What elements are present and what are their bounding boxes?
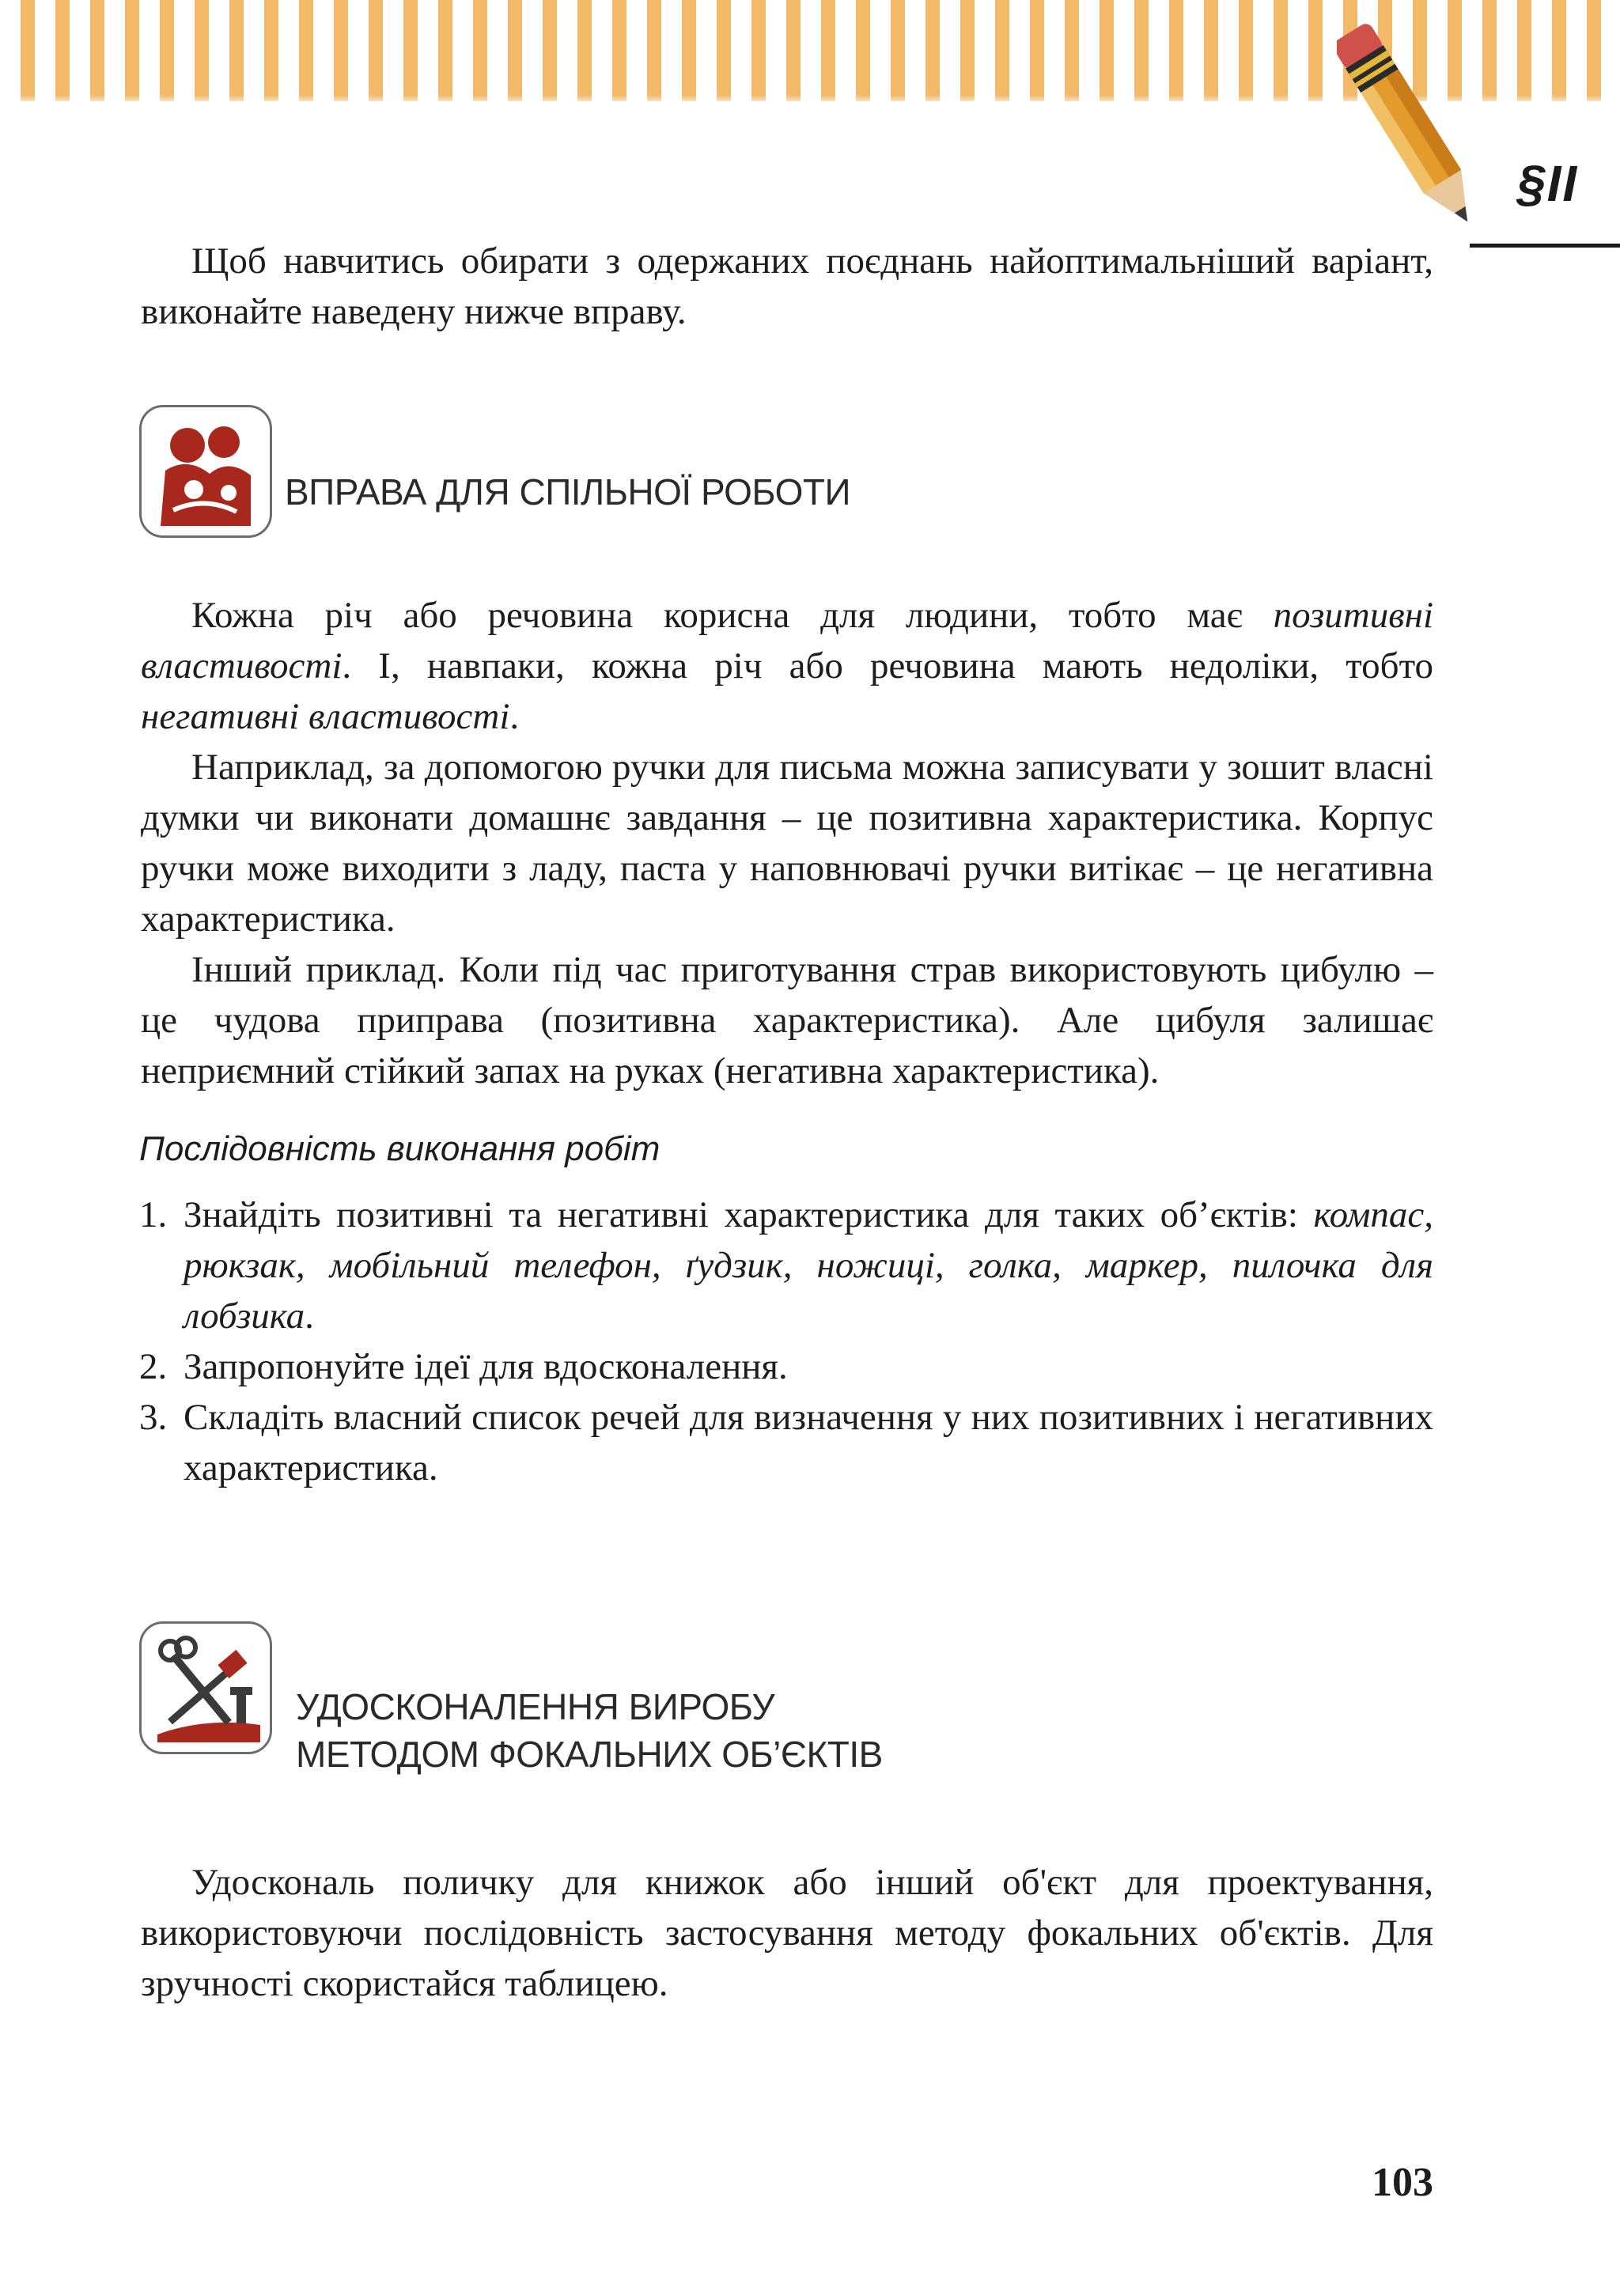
p1-middle: . І, навпаки, кожна річ або речовина мають недоліки, тобто — [342, 645, 1433, 687]
step-objects: компас, рюкзак, мобільний телефон, ґудзик, ножиці, голка, маркер, пилочка для лобзика — [184, 1194, 1433, 1337]
list-item — [139, 1190, 1433, 1341]
p1-emphasis-negative: негативні властивості — [141, 696, 510, 737]
teamwork-icon — [139, 405, 272, 538]
p1-end: . — [509, 696, 520, 737]
pencil-icon — [1337, 8, 1479, 245]
step-end: . — [305, 1296, 314, 1337]
page-number: 103 — [1372, 2160, 1433, 2205]
exercise-paragraph-1 — [141, 590, 1433, 742]
step-text: Складіть власний список речей для визначення у них позитивних і негативних характеристика. — [184, 1397, 1433, 1488]
steps-list — [139, 1190, 1433, 1493]
improvement-heading-line-2: МЕТОДОМ ФОКАЛЬНИХ ОБ’ЄКТІВ — [296, 1734, 883, 1775]
step-text: Знайдіть позитивні та негативні характеристика для таких об’єктів: — [184, 1194, 1314, 1235]
p1-emphasis-positive: позитивні властивості — [141, 595, 1433, 687]
section-mark: §ІІ — [1517, 155, 1579, 212]
list-item — [139, 1341, 1433, 1392]
list-item — [139, 1392, 1433, 1493]
intro-paragraph — [141, 236, 1433, 337]
section-rule — [1470, 244, 1620, 248]
step-number: 2. — [139, 1346, 168, 1387]
step-text: Запропонуйте ідеї для вдосконалення. — [184, 1346, 788, 1387]
improvement-heading — [296, 1683, 883, 1778]
step-number: 3. — [139, 1397, 168, 1438]
p1-start: Кожна річ або речовина корисна для людини, тобто має — [191, 595, 1274, 636]
exercise-paragraph-2: Наприклад, за допомогою ручки для письма можна записувати у зошит власні думки чи виконати домашнє завдання – це позитивна характеристика. Корпус ручки може виходити з ладу, паста у наповнювачі ручки витікає – це негативна характеристика. — [141, 747, 1433, 940]
step-number: 1. — [139, 1194, 168, 1235]
exercise-heading: ВПРАВА ДЛЯ СПІЛЬНОЇ РОБОТИ — [285, 471, 851, 513]
improvement-text: Удоскональ поличку для книжок або інший об'єкт для проектування, використовуючи послідовність застосування методу фокальних об'єктів. Для зручності скористайся таблицею. — [141, 1862, 1433, 2004]
exercise-paragraph-3: Інший приклад. Коли під час приготування страв використовують цибулю – це чудова приправа (позитивна характеристика). Але цибуля залишає неприємний стійкий запах на руках (негативна характеристика). — [141, 949, 1433, 1091]
exercise-body — [141, 590, 1433, 1096]
sequence-heading: Послідовність виконання робіт — [139, 1129, 660, 1168]
tools-icon — [139, 1621, 272, 1754]
improvement-paragraph — [141, 1857, 1433, 2009]
improvement-heading-line-1: УДОСКОНАЛЕННЯ ВИРОБУ — [296, 1686, 775, 1727]
intro-text: Щоб навчитись обирати з одержаних поєднань найоптимальніший варіант, виконайте наведену нижче вправу. — [141, 240, 1433, 332]
